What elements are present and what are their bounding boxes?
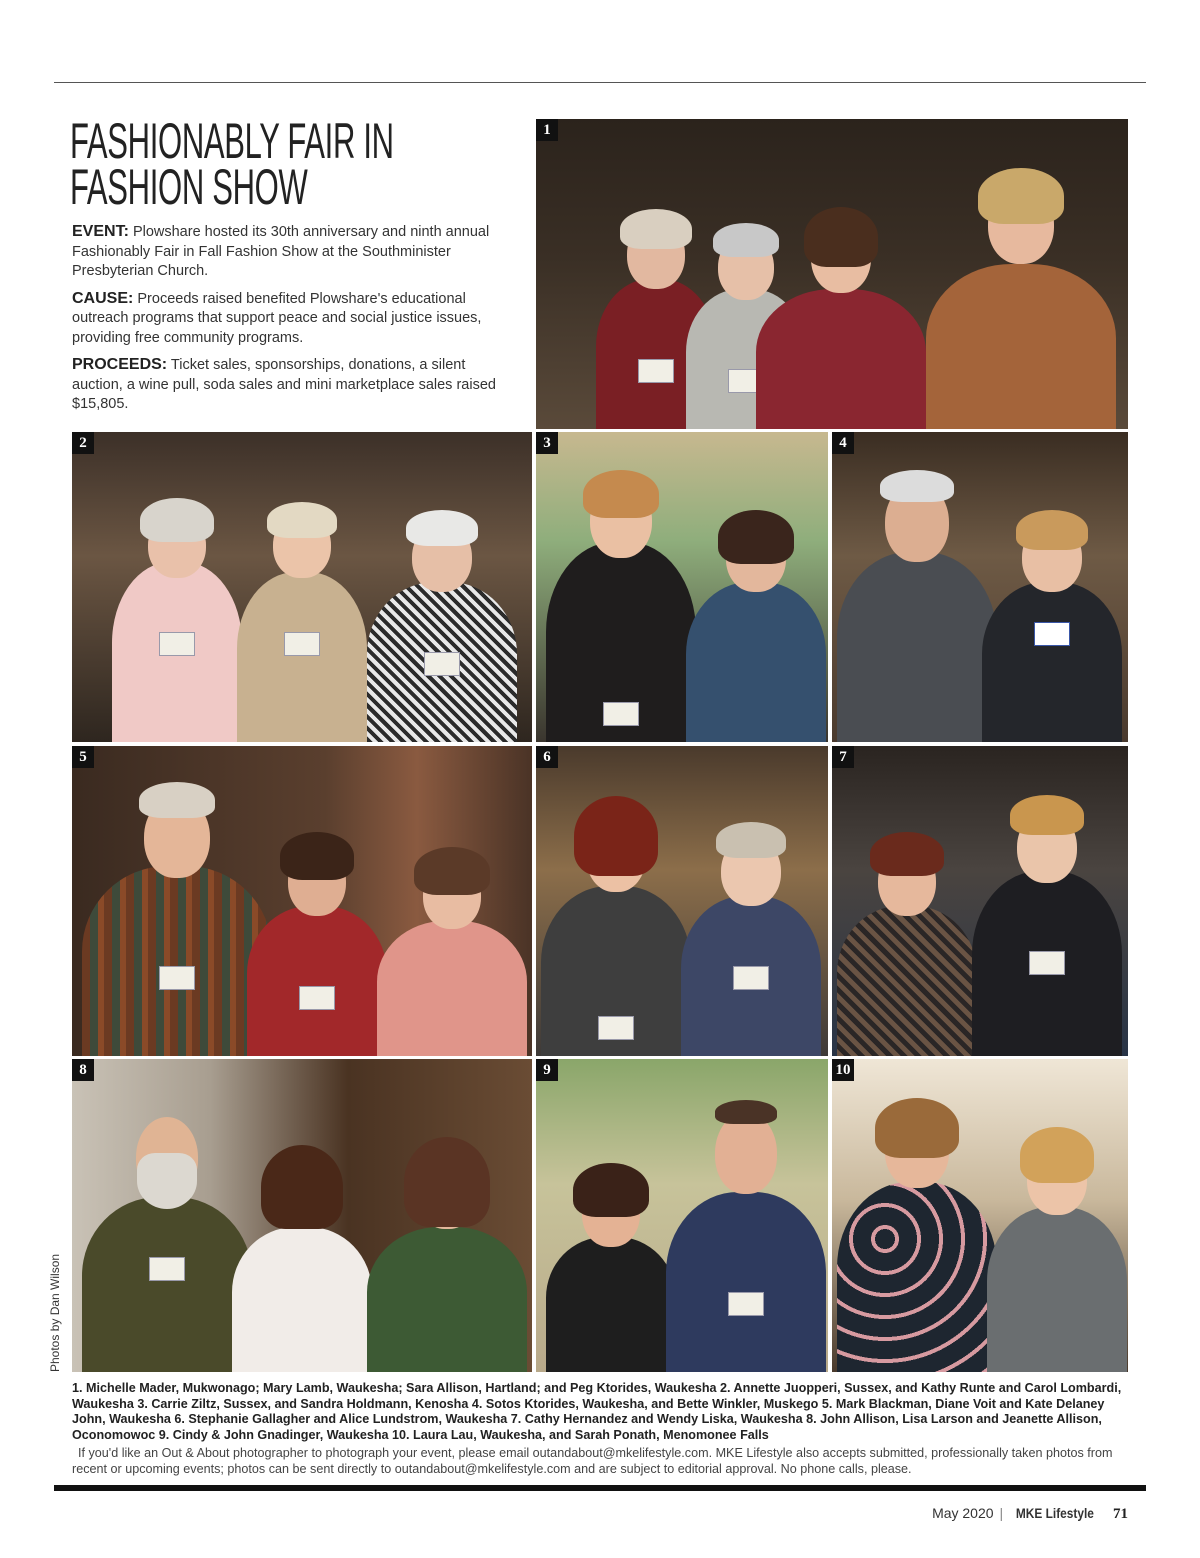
- photo-number: 4: [832, 432, 854, 454]
- cause-label: CAUSE:: [72, 289, 134, 307]
- event-paragraph: [72, 222, 508, 282]
- article-intro: [72, 222, 508, 422]
- photo-8: [72, 1059, 532, 1372]
- person: [982, 492, 1122, 742]
- person: [837, 816, 977, 1056]
- person: [82, 1087, 252, 1372]
- photo-number: 1: [536, 119, 558, 141]
- photo-5: [72, 746, 532, 1056]
- footer-separator: |: [999, 1505, 1004, 1521]
- person: [837, 452, 997, 742]
- person: [546, 1147, 676, 1372]
- submission-note: If you'd like an Out & About photographer to photograph your event, please email outandabout@mkelifestyle.com. MKE Lifestyle also accepts submitted, professionally taken photos from recent or upcoming events; photos can be sent directly to outandabout@mkelifestyle.com and are subject to editorial approval. No phone calls, please.: [72, 1446, 1113, 1476]
- person: [112, 482, 242, 742]
- person: [546, 452, 696, 742]
- photo-1: [536, 119, 1128, 429]
- proceeds-paragraph: [72, 355, 508, 415]
- person: [681, 796, 821, 1056]
- bottom-rule: [54, 1485, 1146, 1491]
- magazine-name: MKE Lifestyle: [1016, 1505, 1095, 1521]
- person: [367, 492, 517, 742]
- photo-9: [536, 1059, 828, 1372]
- person: [237, 482, 367, 742]
- photo-6: [536, 746, 828, 1056]
- person: [247, 816, 387, 1056]
- person: [987, 1107, 1127, 1372]
- photo-7: [832, 746, 1128, 1056]
- photo-number: 2: [72, 432, 94, 454]
- person: [541, 776, 691, 1056]
- person: [686, 492, 826, 742]
- photo-2: [72, 432, 532, 742]
- person: [837, 1082, 997, 1372]
- issue-date: May 2020: [932, 1505, 994, 1521]
- person: [926, 144, 1116, 429]
- photo-credit: Photos by Dan Wilson: [48, 1253, 62, 1372]
- person: [972, 771, 1122, 1056]
- photo-number: 9: [536, 1059, 558, 1081]
- title-line-1: FASHIONABLY FAIR IN: [70, 113, 394, 169]
- person: [82, 766, 272, 1056]
- photo-number: 3: [536, 432, 558, 454]
- top-rule: [54, 82, 1146, 83]
- photo-4: [832, 432, 1128, 742]
- event-text: Plowshare hosted its 30th anniversary and ninth annual Fashionably Fair in Fall Fashion Show at the Southminister Presbyterian Church.: [72, 224, 490, 279]
- photo-number: 5: [72, 746, 94, 768]
- person: [377, 831, 527, 1056]
- event-label: EVENT:: [72, 223, 129, 240]
- person: [367, 1117, 527, 1372]
- photo-3: [536, 432, 828, 742]
- photo-number: 7: [832, 746, 854, 768]
- photo-number: 6: [536, 746, 558, 768]
- page-number: 71: [1113, 1506, 1128, 1522]
- photo-captions: 1. Michelle Mader, Mukwonago; Mary Lamb, Waukesha; Sara Allison, Hartland; and Peg Ktorides, Waukesha 2. Annette Juopperi, Sussex, and Kathy Runte and Carol Lombardi, Waukesha 3. Carrie Ziltz, Sussex, and Sandra Holdmann, Kenosha 4. Sotos Ktorides, Waukesha, and Bette Winkler, Muskego 5. Mark Blackman, Diane Voit and Kate Delaney John, Waukesha 6. Stephanie Gallagher and Alice Lundstrom, Waukesha 7. Cathy Hernandez and Wendy Liska, Waukesha 8. John Allison, Lisa Larson and Jeanette Allison, Oconomowoc 9. Cindy & John Gnadinger, Waukesha 10. Laura Lau, Waukesha, and Sarah Ponath, Menomonee Falls: [72, 1381, 1122, 1442]
- photo-number: 8: [72, 1059, 94, 1081]
- person: [232, 1127, 372, 1372]
- cause-paragraph: [72, 289, 508, 349]
- proceeds-text: Ticket sales, sponsorships, donations, a silent auction, a wine pull, soda sales and mini marketplace sales raised $15,805.: [72, 357, 496, 412]
- proceeds-label: PROCEEDS:: [72, 356, 168, 373]
- person: [666, 1082, 826, 1372]
- photo-number: 10: [832, 1059, 854, 1081]
- page-footer: [932, 1505, 1128, 1523]
- article-title: [70, 113, 394, 215]
- person: [756, 189, 926, 429]
- cause-text: Proceeds raised benefited Plowshare's educational outreach programs that support peace and social justice issues, providing free community programs.: [72, 290, 482, 346]
- title-line-2: FASHION SHOW: [70, 159, 308, 215]
- photo-10: [832, 1059, 1128, 1372]
